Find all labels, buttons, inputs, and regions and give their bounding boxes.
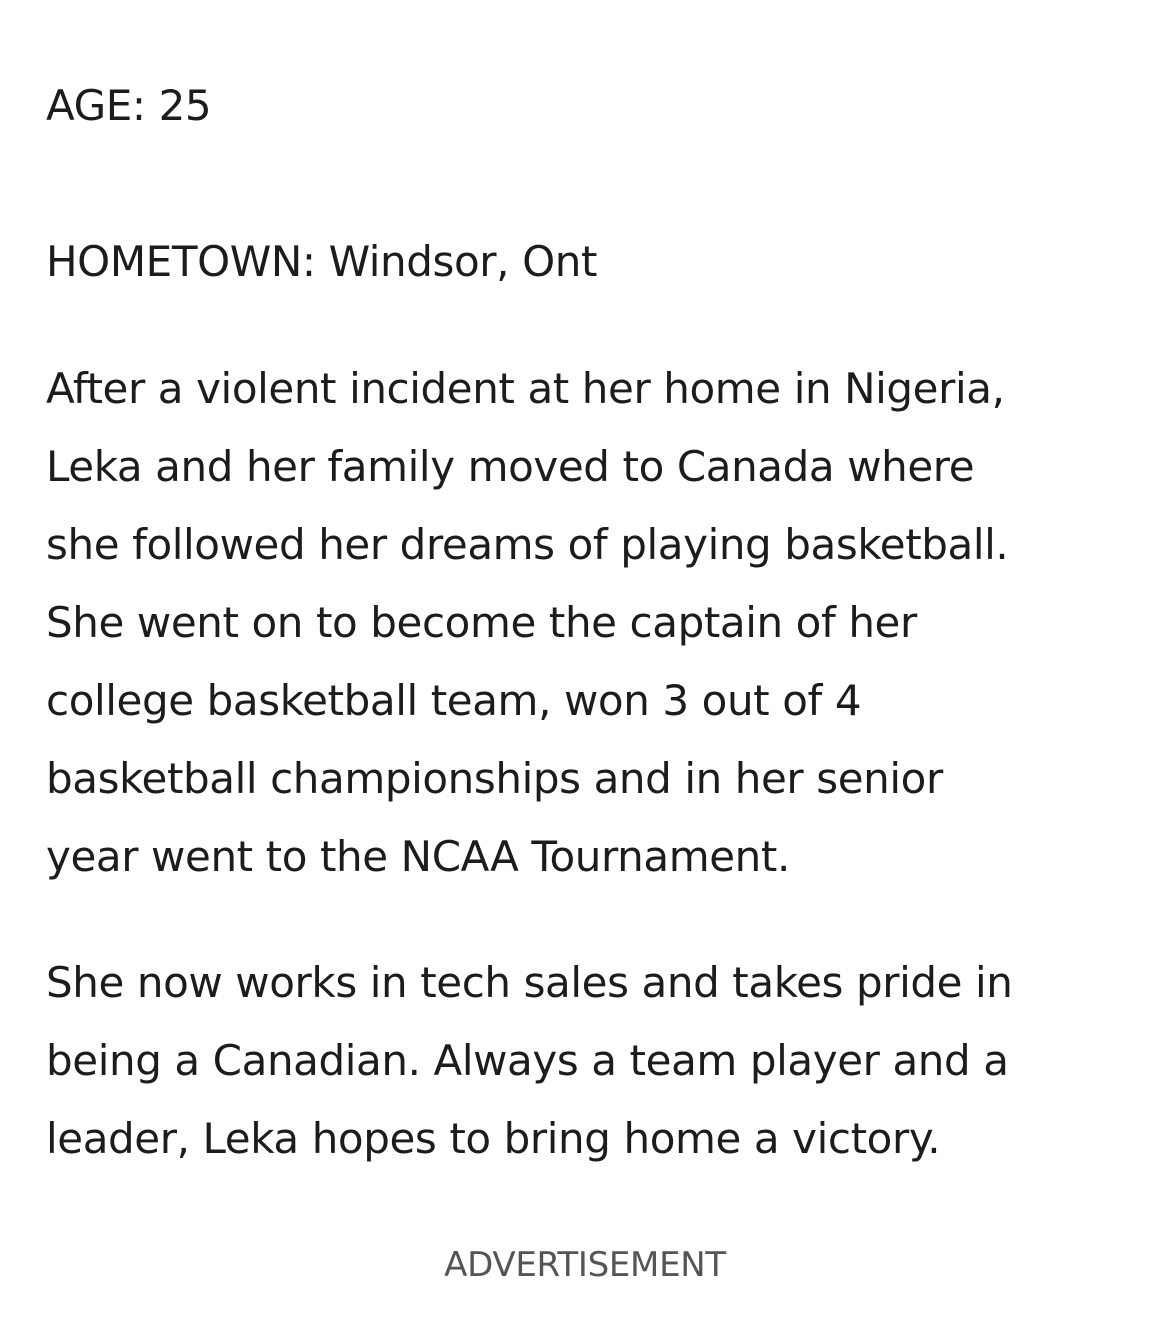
- bio-paragraph-2: [46, 944, 1126, 1178]
- advertisement-label: ADVERTISEMENT: [444, 1245, 726, 1285]
- paragraph-line: being a Canadian. Always a team player and a: [46, 1036, 1009, 1085]
- paragraph-line: She now works in tech sales and takes pride in: [46, 958, 1013, 1007]
- age-fact: AGE: 25: [46, 81, 212, 130]
- paragraph-line: year went to the NCAA Tournament.: [46, 832, 790, 881]
- paragraph-line: After a violent incident at her home in Nigeria,: [46, 364, 1005, 413]
- paragraph-line: college basketball team, won 3 out of 4: [46, 676, 862, 725]
- paragraph-line: Leka and her family moved to Canada where: [46, 442, 975, 491]
- paragraph-line: she followed her dreams of playing basketball.: [46, 520, 1009, 569]
- paragraph-line: She went on to become the captain of her: [46, 598, 917, 647]
- bio-paragraph-1: [46, 350, 1126, 896]
- paragraph-line: basketball championships and in her senior: [46, 754, 943, 803]
- paragraph-line: leader, Leka hopes to bring home a victory.: [46, 1114, 941, 1163]
- hometown-fact: HOMETOWN: Windsor, Ont: [46, 237, 598, 286]
